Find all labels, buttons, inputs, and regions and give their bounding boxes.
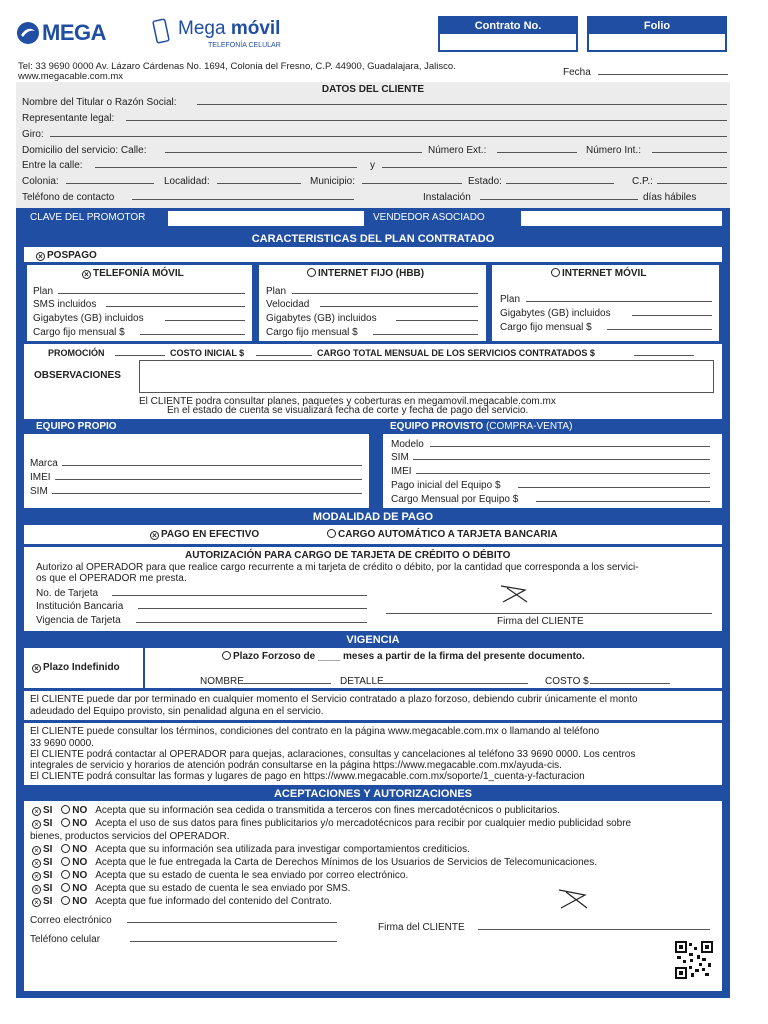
nombre-equipo-field[interactable] <box>241 675 331 684</box>
acept-row <box>32 805 560 816</box>
ifj-option[interactable] <box>307 268 424 279</box>
num-int-field[interactable] <box>652 144 727 153</box>
no-option[interactable] <box>61 883 87 894</box>
prov-sim-label: SIM <box>391 452 409 463</box>
cargo-total-label: CARGO TOTAL MENSUAL DE LOS SERVICIOS CONTRATADOS $ <box>317 348 595 358</box>
auth-title: AUTORIZACIÓN PARA CARGO DE TARJETA DE CRÉDITO O DÉBITO <box>185 550 511 561</box>
firma-field-2[interactable] <box>478 921 710 930</box>
sim-field[interactable] <box>52 485 362 494</box>
acept-text: Acepta que fue informado del contenido del Contrato. <box>95 896 333 907</box>
efectivo-label: PAGO EN EFECTIVO <box>161 529 260 540</box>
instalacion-field[interactable] <box>480 191 638 200</box>
si-label: SI <box>43 818 53 829</box>
tm-cargo-field[interactable] <box>140 326 245 335</box>
fecha-field[interactable] <box>598 66 728 75</box>
pago-inicial-label: Pago inicial del Equipo $ <box>391 480 501 491</box>
forzoso-option[interactable] <box>222 651 585 662</box>
telefono-label: Teléfono de contacto <box>22 192 115 203</box>
modelo-label: Modelo <box>391 439 424 450</box>
plan-note-1: El CLIENTE podra consultar planes, paquetes y coberturas en megamovil.megacable.com.mx <box>139 396 556 407</box>
equipo-provisto-sub: (COMPRA-VENTA) <box>485 421 573 432</box>
no-option[interactable] <box>61 870 87 881</box>
info-line-2: 33 9690 0000. <box>30 738 94 749</box>
ifj-plan-field[interactable] <box>292 285 478 294</box>
si-radio-icon: × <box>32 898 41 907</box>
efectivo-option[interactable] <box>150 529 259 540</box>
megamovil-sub: TELEFONÍA CELULAR <box>208 42 281 49</box>
localidad-field[interactable] <box>217 175 301 184</box>
clave-promotor-label: CLAVE DEL PROMOTOR <box>30 212 146 223</box>
no-option[interactable] <box>61 857 87 868</box>
vendedor-label: VENDEDOR ASOCIADO <box>373 212 485 223</box>
no-option[interactable] <box>61 844 87 855</box>
colonia-label: Colonia: <box>22 176 59 187</box>
auth-text-1: Autorizo al OPERADOR para que realice cargo recurrente a mi tarjeta de crédito o débito, por la cantidad que corresponda a los servici- <box>36 562 639 573</box>
pospago-label: POSPAGO <box>47 250 97 261</box>
ifj-gb-field[interactable] <box>396 312 478 321</box>
im-plan-field[interactable] <box>526 293 712 302</box>
si-option[interactable] <box>32 857 52 868</box>
vigencia-text-1: El CLIENTE puede dar por terminado en cualquier momento el Servicio contratado a plazo forzoso, debiendo cubrir únicamente el monto <box>30 694 638 705</box>
si-radio-icon: × <box>32 859 41 868</box>
rep-label: Representante legal: <box>22 113 115 124</box>
estado-label: Estado: <box>468 176 502 187</box>
cargo-total-field[interactable] <box>634 347 694 356</box>
acept-row <box>32 896 332 907</box>
plan-note-2: En el estado de cuenta se visualizará fecha de corte y fecha de pago del servicio. <box>167 405 529 416</box>
promo-divider <box>24 342 722 344</box>
no-label: NO <box>72 883 88 894</box>
costo-equipo-label: COSTO $ <box>545 676 589 687</box>
im-cargo-field[interactable] <box>607 321 712 330</box>
auto-option[interactable] <box>327 529 558 540</box>
forzoso-radio-icon <box>222 651 231 660</box>
vigencia-text-2: adeudado del Equipo provisto, sin penalidad alguna en el servicio. <box>30 706 324 717</box>
ifj-label: INTERNET FIJO (HBB) <box>318 268 425 279</box>
si-radio-icon: × <box>32 872 41 881</box>
marca-field[interactable] <box>62 457 362 466</box>
vigencia-tarjeta-field[interactable] <box>136 614 367 623</box>
instalacion-label: Instalación <box>423 192 471 203</box>
prov-imei-label: IMEI <box>391 466 412 477</box>
indefinido-radio-icon: × <box>32 664 41 673</box>
ifj-gb-label: Gigabytes (GB) incluidos <box>266 313 377 324</box>
si-option[interactable] <box>32 844 52 855</box>
tm-label: TELEFONÍA MÓVIL <box>93 268 184 279</box>
modelo-field[interactable] <box>430 438 710 447</box>
institucion-field[interactable] <box>138 600 367 609</box>
no-label: NO <box>72 870 88 881</box>
tm-plan-label: Plan <box>33 286 54 297</box>
cp-label: C.P.: <box>632 176 653 187</box>
no-tarjeta-field[interactable] <box>112 587 367 596</box>
tm-radio-icon: × <box>82 270 91 279</box>
no-label: NO <box>72 857 88 868</box>
info-line-5: El CLIENTE podrá consultar las formas y lugares de pago en https://www.megacable.com.mx/soporte/1_cuenta-y-facturacion <box>30 771 585 782</box>
calle-field[interactable] <box>165 144 422 153</box>
num-int-label: Número Int.: <box>586 145 642 156</box>
contrato-label: Contrato No. <box>440 18 576 34</box>
phone-icon <box>152 18 170 44</box>
entre-field-2[interactable] <box>382 159 727 168</box>
megamovil-movil: móvil <box>230 18 281 39</box>
tm-sms-label: SMS incluidos <box>33 299 97 310</box>
marca-label: Marca <box>30 458 58 469</box>
acept-row <box>32 883 350 894</box>
folio-box[interactable] <box>587 16 727 52</box>
giro-field[interactable] <box>50 128 727 137</box>
si-label: SI <box>43 870 53 881</box>
im-radio-icon <box>551 268 560 277</box>
datos-cliente-title: DATOS DEL CLIENTE <box>321 84 425 95</box>
si-radio-icon: × <box>32 820 41 829</box>
firma-label-1: Firma del CLIENTE <box>497 616 584 627</box>
ifj-cargo-label: Cargo fijo mensual $ <box>266 327 358 338</box>
detalle-label: DETALLE <box>340 676 384 687</box>
info-line-3: El CLIENTE podrá contactar al OPERADOR para quejas, aclaraciones, consultas y cancelaciones al teléfono 33 9690 0000. Los centros <box>30 749 636 760</box>
si-option[interactable] <box>32 896 52 907</box>
equipo-propio-title: EQUIPO PROPIO <box>36 421 117 432</box>
no-option[interactable] <box>61 896 87 907</box>
info-line-1: El CLIENTE puede consultar los términos, condiciones del contrato en la página www.megacable.com.mx o llamando al teléfono <box>30 726 600 737</box>
estado-field[interactable] <box>506 175 614 184</box>
si-radio-icon: × <box>32 807 41 816</box>
mega-wordmark: MEGA <box>42 20 106 45</box>
signature-mark-2 <box>555 886 591 912</box>
vigencia-title: VIGENCIA <box>346 634 400 646</box>
num-ext-label: Número Ext.: <box>428 145 487 156</box>
tm-gb-field[interactable] <box>165 312 245 321</box>
folio-label: Folio <box>589 18 725 34</box>
no-radio-icon <box>61 844 70 853</box>
plan-title: CARACTERISTICAS DEL PLAN CONTRATADO <box>251 233 495 245</box>
si-radio-icon: × <box>32 846 41 855</box>
tm-sms-field[interactable] <box>106 298 245 307</box>
acept-row <box>32 818 631 829</box>
si-option[interactable] <box>32 870 52 881</box>
no-label: NO <box>72 805 88 816</box>
nombre-equipo-label: NOMBRE <box>200 676 244 687</box>
no-label: NO <box>72 818 88 829</box>
equipo-provisto-title <box>390 421 572 432</box>
aceptaciones-title: ACEPTACIONES Y AUTORIZACIONES <box>273 788 473 800</box>
prov-sim-field[interactable] <box>413 451 710 460</box>
tm-cargo-label: Cargo fijo mensual $ <box>33 327 125 338</box>
imei-field[interactable] <box>55 471 362 480</box>
tm-gb-label: Gigabytes (GB) incluidos <box>33 313 144 324</box>
promocion-field[interactable] <box>115 347 165 356</box>
signature-mark-1 <box>497 582 531 606</box>
nombre-label: Nombre del Titular o Razón Social: <box>22 97 177 108</box>
y-label: y <box>370 160 375 171</box>
costo-equipo-field[interactable] <box>590 675 670 684</box>
no-tarjeta-label: No. de Tarjeta <box>36 588 99 599</box>
observaciones-label: OBSERVACIONES <box>34 370 121 381</box>
acept-cont: bienes, productos servicios del OPERADOR. <box>30 831 230 842</box>
detalle-field[interactable] <box>378 675 528 684</box>
imei-label: IMEI <box>30 472 51 483</box>
acept-text: Acepta que su información sea cedida o transmitida a terceros con fines mercadotécnicos o publicitarios. <box>95 805 560 816</box>
modalidad-title: MODALIDAD DE PAGO <box>312 511 434 523</box>
firma-line-1[interactable] <box>386 613 712 614</box>
tm-option[interactable] <box>82 268 184 279</box>
pospago-option[interactable] <box>36 250 97 261</box>
colonia-field[interactable] <box>66 175 154 184</box>
acept-row <box>32 857 597 868</box>
domicilio-label: Domicilio del servicio: Calle: <box>22 145 147 156</box>
no-label: NO <box>72 844 88 855</box>
si-option[interactable] <box>32 805 52 816</box>
no-radio-icon <box>61 896 70 905</box>
municipio-label: Municipio: <box>310 176 356 187</box>
giro-label: Giro: <box>22 129 44 140</box>
indefinido-option[interactable] <box>32 662 120 673</box>
auto-label: CARGO AUTOMÁTICO A TARJETA BANCARIA <box>338 529 558 540</box>
correo-label: Correo electrónico <box>30 915 112 926</box>
observaciones-field[interactable] <box>139 360 714 393</box>
municipio-field[interactable] <box>362 175 462 184</box>
clave-promotor-field[interactable] <box>168 211 364 226</box>
contrato-box[interactable] <box>438 16 578 52</box>
ifj-plan-label: Plan <box>266 286 287 297</box>
vendedor-field[interactable] <box>521 211 722 226</box>
vigencia-divider <box>143 648 145 688</box>
ifj-cargo-field[interactable] <box>373 326 478 335</box>
si-label: SI <box>43 896 53 907</box>
vigencia-tarjeta-label: Vigencia de Tarjeta <box>36 615 121 626</box>
tm-plan-field[interactable] <box>58 285 245 294</box>
efectivo-radio-icon: × <box>150 531 159 540</box>
no-radio-icon <box>61 805 70 814</box>
acept-text: Acepta que su estado de cuenta le sea enviado por SMS. <box>95 883 351 894</box>
no-label: NO <box>72 896 88 907</box>
costo-inicial-label: COSTO INICIAL $ <box>170 348 245 358</box>
si-option[interactable] <box>32 818 52 829</box>
ifj-velocidad-field[interactable] <box>320 298 478 307</box>
no-radio-icon <box>61 883 70 892</box>
prov-imei-field[interactable] <box>416 465 710 474</box>
forzoso-label: Plazo Forzoso de ____ meses a partir de la firma del presente documento. <box>233 651 585 662</box>
im-gb-field[interactable] <box>632 307 712 316</box>
no-option[interactable] <box>61 818 87 829</box>
acept-text: Acepta que su información sea utilizada para investigar comportamientos crediticios. <box>95 844 470 855</box>
si-label: SI <box>43 844 53 855</box>
mega-logo <box>16 20 106 46</box>
im-option[interactable] <box>551 268 646 279</box>
cargo-mensual-label: Cargo Mensual por Equipo $ <box>391 494 519 505</box>
num-ext-field[interactable] <box>497 144 577 153</box>
no-radio-icon <box>61 818 70 827</box>
sim-label: SIM <box>30 486 48 497</box>
si-radio-icon: × <box>32 885 41 894</box>
rep-field[interactable] <box>126 112 727 121</box>
mega-swirl-icon <box>16 21 40 45</box>
telefono-field[interactable] <box>132 191 354 200</box>
indefinido-label: Plazo Indefinido <box>43 662 120 673</box>
auto-radio-icon <box>327 529 336 538</box>
pago-inicial-field[interactable] <box>518 479 710 488</box>
dias-label: días hábiles <box>643 192 697 203</box>
im-cargo-label: Cargo fijo mensual $ <box>500 322 592 333</box>
si-label: SI <box>43 857 53 868</box>
si-option[interactable] <box>32 883 52 894</box>
im-label: INTERNET MÓVIL <box>562 268 647 279</box>
acept-row <box>32 844 470 855</box>
correo-field[interactable] <box>127 914 337 923</box>
acept-text: Acepta que le fue entregada la Carta de Derechos Mínimos de los Usuarios de Servicios de Telecomunicaciones. <box>95 857 597 868</box>
no-radio-icon <box>61 857 70 866</box>
costo-inicial-field[interactable] <box>256 347 312 356</box>
no-radio-icon <box>61 870 70 879</box>
qr-code-icon <box>675 941 713 979</box>
firma-label-2: Firma del CLIENTE <box>378 922 465 933</box>
si-label: SI <box>43 883 53 894</box>
no-option[interactable] <box>61 805 87 816</box>
nombre-field[interactable] <box>197 96 727 105</box>
megamovil-mega: Mega <box>178 18 226 39</box>
promocion-label: PROMOCIÓN <box>48 348 105 358</box>
ifj-radio-icon <box>307 268 316 277</box>
info-line-4: integrales de servicio y horarios de atención podrán consultarse en la página https://www.megacable.com.mx/ayuda-cis. <box>30 760 562 771</box>
celular-label: Teléfono celular <box>30 934 101 945</box>
auth-text-2: os que el OPERADOR me presta. <box>36 573 187 584</box>
acept-text: Acepta que su estado de cuenta le sea enviado por correo electrónico. <box>95 870 409 881</box>
institucion-label: Institución Bancaria <box>36 601 124 612</box>
entre-label: Entre la calle: <box>22 160 83 171</box>
celular-field[interactable] <box>130 933 337 942</box>
ifj-velocidad-label: Velocidad <box>266 299 310 310</box>
fecha-label: Fecha <box>563 67 591 78</box>
acept-row <box>32 870 408 881</box>
website: www.megacable.com.mx <box>18 71 124 82</box>
cargo-mensual-field[interactable] <box>536 493 710 502</box>
cp-field[interactable] <box>657 175 727 184</box>
localidad-label: Localidad: <box>164 176 210 187</box>
pospago-radio-icon: × <box>36 252 45 261</box>
im-gb-label: Gigabytes (GB) incluidos <box>500 308 611 319</box>
im-plan-label: Plan <box>500 294 521 305</box>
equipo-provisto-label: EQUIPO PROVISTO <box>390 421 484 432</box>
entre-field-1[interactable] <box>95 159 357 168</box>
si-label: SI <box>43 805 53 816</box>
acept-text: Acepta el uso de sus datos para fines publicitarios y/o mercadotécnicos para recibir por cualquier medio publicidad sobre <box>95 818 632 829</box>
address: Tel: 33 9690 0000 Av. Lázaro Cárdenas No. 1694, Colonia del Fresno, C.P. 44900, Guadalajara, Jalisco. <box>18 61 456 72</box>
